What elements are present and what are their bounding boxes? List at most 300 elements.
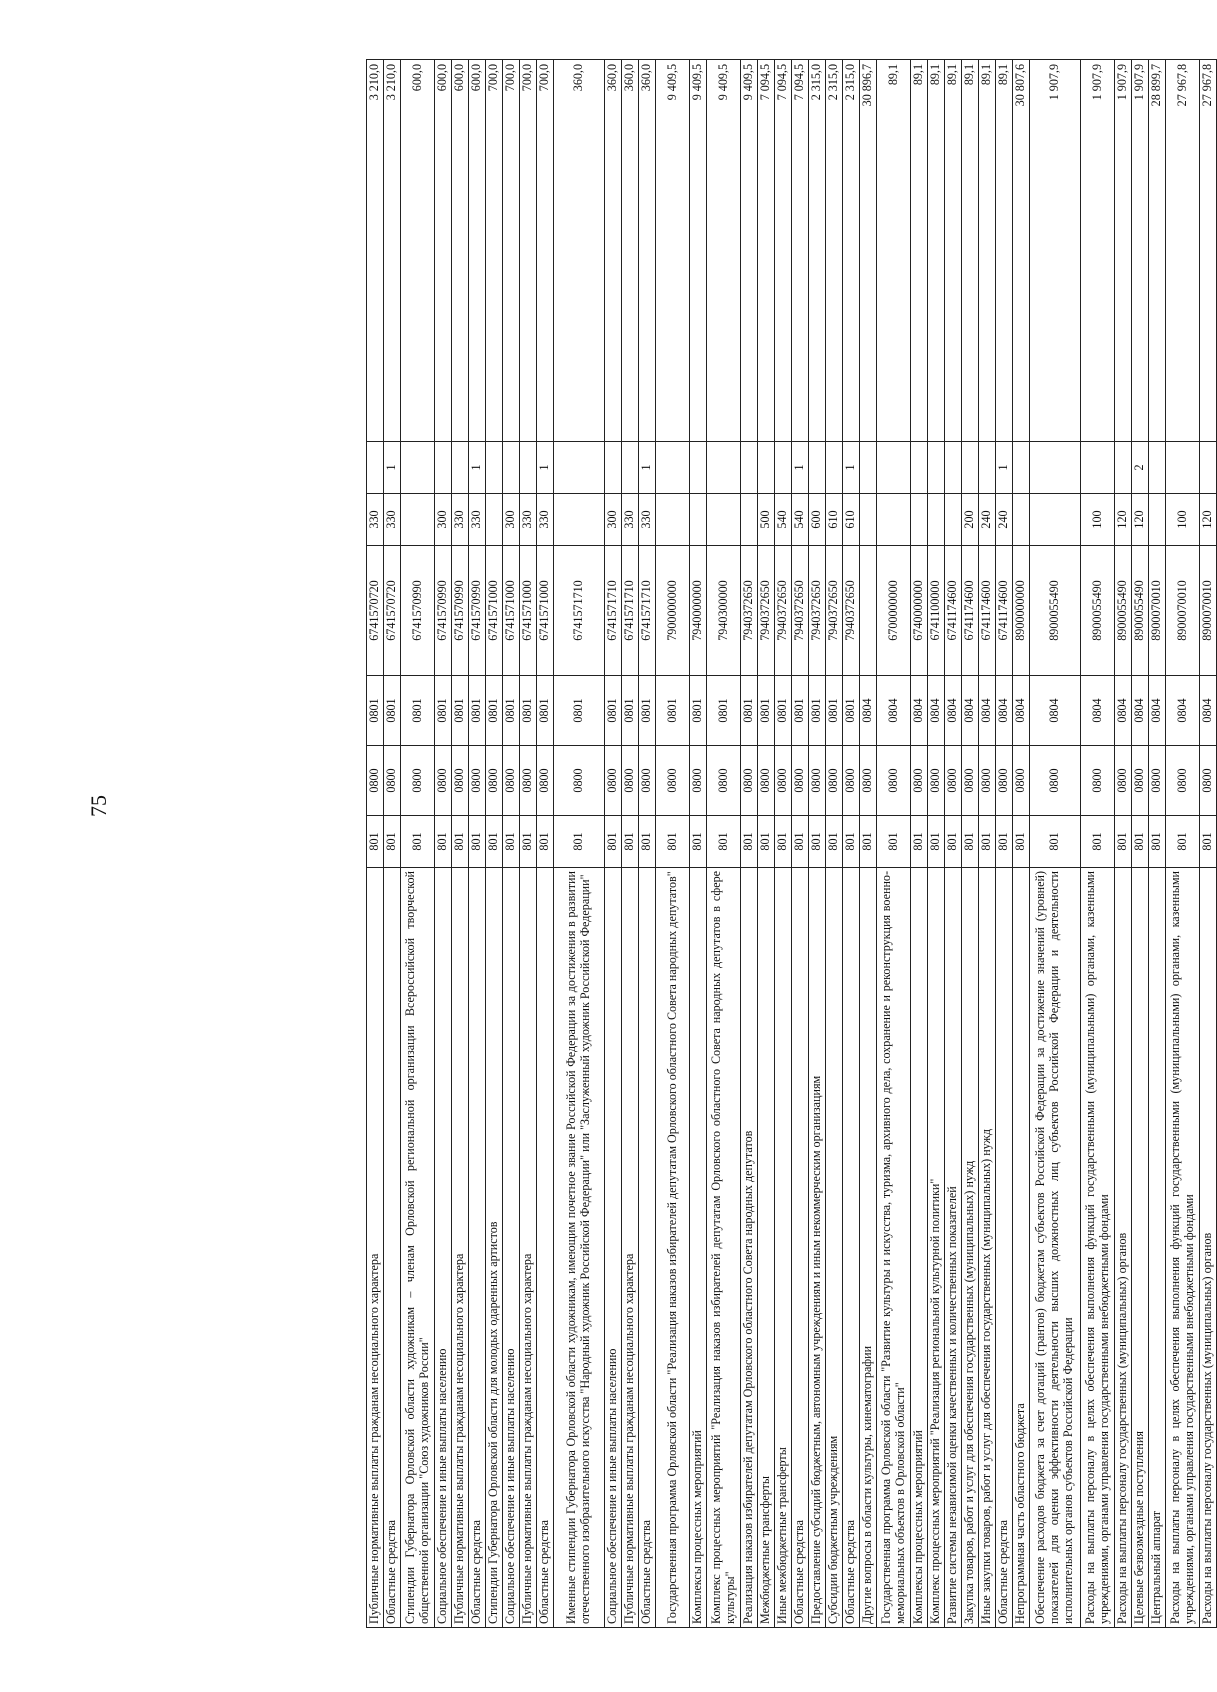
table-row [452,60,469,1628]
cell-ministry: 801 [979,816,996,868]
cell-name: Областные средства [843,868,860,1628]
cell-name: Государственная программа Орловской области "Реализация наказов избирателей депутатам Орловского областного Совета народных депутатов" [656,868,690,1628]
cell-ministry: 801 [1149,816,1166,868]
cell-amount: 30 896,7 [860,60,877,442]
table-row [605,60,622,1628]
cell-expense-type [741,494,758,546]
cell-target-item: 6741174600 [996,546,1013,676]
cell-target-item: 6741571000 [520,546,537,676]
cell-amount: 600,0 [452,60,469,442]
cell-target-item: 6741100000 [928,546,945,676]
cell-code [656,442,690,494]
cell-expense-type: 120 [1132,494,1149,546]
cell-name: Публичные нормативные выплаты гражданам несоциального характера [367,868,384,1628]
cell-subsection: 0801 [554,676,605,746]
table-row [928,60,945,1628]
cell-ministry: 801 [996,816,1013,868]
cell-target-item: 6741570720 [384,546,401,676]
cell-target-item: 6741571710 [639,546,656,676]
cell-code [367,442,384,494]
cell-subsection: 0804 [945,676,962,746]
cell-name: Иные закупки товаров, работ и услуг для обеспечения государственных (муниципальных) нужд [979,868,996,1628]
cell-code [809,442,826,494]
cell-amount: 89,1 [996,60,1013,442]
cell-expense-type: 200 [962,494,979,546]
cell-section: 0800 [877,746,911,816]
cell-target-item: 8900070010 [1166,546,1200,676]
cell-expense-type [945,494,962,546]
cell-expense-type [928,494,945,546]
table-row [979,60,996,1628]
cell-code [554,442,605,494]
cell-ministry: 801 [928,816,945,868]
cell-section: 0800 [741,746,758,816]
cell-section: 0800 [843,746,860,816]
cell-expense-type: 300 [605,494,622,546]
cell-amount: 360,0 [554,60,605,442]
cell-expense-type [707,494,741,546]
cell-section: 0800 [928,746,945,816]
cell-expense-type: 120 [1115,494,1132,546]
table-row [860,60,877,1628]
cell-code [1115,442,1132,494]
cell-section: 0800 [707,746,741,816]
budget-table [366,59,1217,1628]
cell-code [1081,442,1115,494]
cell-code [979,442,996,494]
cell-target-item: 8900055490 [1030,546,1081,676]
cell-section: 0800 [826,746,843,816]
cell-ministry: 801 [384,816,401,868]
cell-expense-type: 100 [1166,494,1200,546]
cell-section: 0800 [520,746,537,816]
cell-expense-type [656,494,690,546]
cell-subsection: 0801 [520,676,537,746]
cell-code: 1 [469,442,486,494]
cell-subsection: 0804 [979,676,996,746]
cell-expense-type: 120 [1200,494,1217,546]
table-row [1013,60,1030,1628]
cell-amount: 28 899,7 [1149,60,1166,442]
cell-code [1200,442,1217,494]
table-row [401,60,435,1628]
cell-name: Социальное обеспечение и иные выплаты населению [435,868,452,1628]
cell-subsection: 0801 [758,676,775,746]
cell-expense-type: 240 [996,494,1013,546]
cell-code [1013,442,1030,494]
cell-section: 0800 [911,746,928,816]
cell-subsection: 0801 [503,676,520,746]
cell-subsection: 0801 [843,676,860,746]
cell-subsection: 0801 [452,676,469,746]
cell-code [435,442,452,494]
cell-section: 0800 [452,746,469,816]
cell-name: Областные средства [537,868,554,1628]
cell-name: Предоставление субсидий бюджетным, автономным учреждениям и иным некоммерческим организациям [809,868,826,1628]
cell-code [503,442,520,494]
cell-target-item: 8900055490 [1081,546,1115,676]
table-row [945,60,962,1628]
table-row [1200,60,1217,1628]
cell-target-item: 6741570990 [401,546,435,676]
cell-target-item: 6741571000 [537,546,554,676]
budget-table-rotated [366,60,1215,1628]
cell-code [741,442,758,494]
table-row [1149,60,1166,1628]
cell-name: Публичные нормативные выплаты гражданам несоциального характера [452,868,469,1628]
cell-target-item: 7940372650 [792,546,809,676]
cell-section: 0800 [605,746,622,816]
cell-target-item: 8900055490 [1115,546,1132,676]
cell-ministry: 801 [945,816,962,868]
table-row [503,60,520,1628]
cell-target-item: 6700000000 [877,546,911,676]
cell-amount: 30 807,6 [1013,60,1030,442]
table-row [622,60,639,1628]
cell-ministry: 801 [962,816,979,868]
cell-subsection: 0801 [690,676,707,746]
cell-code: 1 [639,442,656,494]
table-row [741,60,758,1628]
cell-section: 0800 [945,746,962,816]
cell-subsection: 0801 [384,676,401,746]
cell-target-item: 7940372650 [741,546,758,676]
cell-expense-type [860,494,877,546]
cell-name: Областные средства [639,868,656,1628]
cell-ministry: 801 [826,816,843,868]
table-row [469,60,486,1628]
cell-amount: 9 409,5 [707,60,741,442]
cell-target-item: 6741174600 [945,546,962,676]
cell-expense-type: 330 [639,494,656,546]
cell-code [775,442,792,494]
cell-amount: 360,0 [605,60,622,442]
cell-subsection: 0804 [996,676,1013,746]
cell-name: Областные средства [996,868,1013,1628]
table-row [384,60,401,1628]
cell-name: Стипендии Губернатора Орловской области для молодых одаренных артистов [486,868,503,1628]
cell-subsection: 0801 [537,676,554,746]
cell-code [486,442,503,494]
cell-amount: 9 409,5 [690,60,707,442]
cell-ministry: 801 [503,816,520,868]
cell-target-item: 8900000000 [1013,546,1030,676]
cell-subsection: 0804 [1115,676,1132,746]
cell-code [707,442,741,494]
cell-section: 0800 [435,746,452,816]
cell-expense-type: 300 [435,494,452,546]
cell-amount: 7 094,5 [792,60,809,442]
cell-ministry: 801 [1132,816,1149,868]
cell-amount: 89,1 [962,60,979,442]
cell-expense-type: 540 [792,494,809,546]
cell-section: 0800 [1200,746,1217,816]
cell-code [605,442,622,494]
table-row [826,60,843,1628]
cell-expense-type: 600 [809,494,826,546]
cell-section: 0800 [384,746,401,816]
cell-ministry: 801 [656,816,690,868]
cell-section: 0800 [690,746,707,816]
cell-ministry: 801 [520,816,537,868]
cell-code: 1 [843,442,860,494]
cell-target-item: 6741570990 [452,546,469,676]
cell-ministry: 801 [911,816,928,868]
cell-section: 0800 [962,746,979,816]
cell-expense-type: 330 [520,494,537,546]
cell-expense-type [1013,494,1030,546]
cell-ministry: 801 [622,816,639,868]
cell-subsection: 0801 [809,676,826,746]
cell-amount: 700,0 [537,60,554,442]
cell-amount: 3 210,0 [384,60,401,442]
cell-code [401,442,435,494]
cell-subsection: 0801 [639,676,656,746]
cell-amount: 700,0 [520,60,537,442]
cell-subsection: 0801 [401,676,435,746]
cell-name: Межбюджетные трансферты [758,868,775,1628]
cell-amount: 7 094,5 [758,60,775,442]
cell-target-item: 6741571000 [503,546,520,676]
cell-name: Другие вопросы в области культуры, кинематографии [860,868,877,1628]
cell-subsection: 0804 [928,676,945,746]
cell-target-item: 6741570720 [367,546,384,676]
cell-name: Комплексы процессных мероприятий [690,868,707,1628]
cell-code [758,442,775,494]
cell-target-item: 6741571710 [554,546,605,676]
cell-subsection: 0804 [1013,676,1030,746]
cell-target-item: 7900000000 [656,546,690,676]
cell-subsection: 0804 [1149,676,1166,746]
cell-ministry: 801 [690,816,707,868]
cell-ministry: 801 [452,816,469,868]
cell-name: Публичные нормативные выплаты гражданам несоциального характера [520,868,537,1628]
cell-amount: 360,0 [622,60,639,442]
cell-amount: 360,0 [639,60,656,442]
cell-ministry: 801 [809,816,826,868]
cell-subsection: 0804 [1030,676,1081,746]
cell-code [1166,442,1200,494]
cell-ministry: 801 [435,816,452,868]
cell-ministry: 801 [1200,816,1217,868]
table-row [656,60,690,1628]
cell-ministry: 801 [486,816,503,868]
cell-code [826,442,843,494]
cell-name: Публичные нормативные выплаты гражданам несоциального характера [622,868,639,1628]
cell-subsection: 0801 [775,676,792,746]
table-row [690,60,707,1628]
cell-expense-type: 240 [979,494,996,546]
cell-target-item: 6741174600 [979,546,996,676]
cell-target-item: 6741571710 [622,546,639,676]
cell-expense-type: 330 [452,494,469,546]
cell-expense-type: 330 [469,494,486,546]
cell-target-item: 7940372650 [809,546,826,676]
cell-ministry: 801 [367,816,384,868]
cell-expense-type: 330 [537,494,554,546]
cell-code [690,442,707,494]
cell-section: 0800 [537,746,554,816]
cell-amount: 9 409,5 [741,60,758,442]
cell-target-item: 7940372650 [775,546,792,676]
table-row [792,60,809,1628]
cell-expense-type: 500 [758,494,775,546]
cell-amount: 2 315,0 [809,60,826,442]
cell-amount: 3 210,0 [367,60,384,442]
table-row [1115,60,1132,1628]
table-row [639,60,656,1628]
cell-target-item: 7940372650 [826,546,843,676]
cell-ministry: 801 [639,816,656,868]
cell-expense-type [877,494,911,546]
cell-code [911,442,928,494]
cell-section: 0800 [809,746,826,816]
budget-table-body [367,60,1217,1628]
cell-ministry: 801 [707,816,741,868]
cell-ministry: 801 [554,816,605,868]
cell-section: 0800 [554,746,605,816]
cell-ministry: 801 [877,816,911,868]
cell-amount: 89,1 [877,60,911,442]
cell-code [1149,442,1166,494]
page-number: 75 [86,795,111,817]
cell-section: 0800 [860,746,877,816]
cell-ministry: 801 [860,816,877,868]
cell-subsection: 0804 [1081,676,1115,746]
cell-subsection: 0801 [707,676,741,746]
cell-amount: 27 967,8 [1200,60,1217,442]
cell-code: 1 [384,442,401,494]
cell-amount: 600,0 [435,60,452,442]
cell-name: Областные средства [384,868,401,1628]
cell-ministry: 801 [1115,816,1132,868]
cell-expense-type [554,494,605,546]
cell-name: Государственная программа Орловской области "Развитие культуры и искусства, туризма, архивного дела, сохранение и реконструкция военно-мемориальных объектов в Орловской области" [877,868,911,1628]
cell-target-item: 6741174600 [962,546,979,676]
cell-subsection: 0801 [435,676,452,746]
cell-amount: 1 907,9 [1081,60,1115,442]
table-row [1132,60,1149,1628]
cell-section: 0800 [367,746,384,816]
cell-subsection: 0804 [1200,676,1217,746]
cell-ministry: 801 [775,816,792,868]
cell-target-item: 6741571710 [605,546,622,676]
cell-section: 0800 [1132,746,1149,816]
cell-amount: 2 315,0 [826,60,843,442]
table-row [367,60,384,1628]
cell-name: Расходы на выплаты персоналу государственных (муниципальных) органов [1200,868,1217,1628]
cell-subsection: 0801 [486,676,503,746]
cell-amount: 700,0 [503,60,520,442]
cell-amount: 89,1 [945,60,962,442]
cell-ministry: 801 [1030,816,1081,868]
cell-section: 0800 [979,746,996,816]
cell-code: 1 [996,442,1013,494]
table-row [809,60,826,1628]
table-row [1081,60,1115,1628]
cell-subsection: 0804 [962,676,979,746]
cell-code [452,442,469,494]
cell-section: 0800 [503,746,520,816]
cell-section: 0800 [1166,746,1200,816]
cell-name: Комплексы процессных мероприятий [911,868,928,1628]
cell-expense-type [401,494,435,546]
cell-ministry: 801 [1013,816,1030,868]
cell-code [1030,442,1081,494]
cell-subsection: 0801 [367,676,384,746]
cell-code: 1 [537,442,554,494]
cell-expense-type [1030,494,1081,546]
cell-ministry: 801 [605,816,622,868]
cell-name: Непрограммная часть областного бюджета [1013,868,1030,1628]
cell-target-item: 7940372650 [758,546,775,676]
cell-subsection: 0804 [911,676,928,746]
cell-target-item [860,546,877,676]
table-row [843,60,860,1628]
cell-amount: 7 094,5 [775,60,792,442]
cell-code [860,442,877,494]
cell-section: 0800 [1081,746,1115,816]
table-row [537,60,554,1628]
cell-section: 0800 [401,746,435,816]
cell-section: 0800 [639,746,656,816]
cell-expense-type [911,494,928,546]
cell-code [945,442,962,494]
cell-subsection: 0801 [741,676,758,746]
cell-name: Социальное обеспечение и иные выплаты населению [503,868,520,1628]
cell-expense-type [1149,494,1166,546]
cell-name: Комплекс процессных мероприятий "Реализация наказов избирателей депутатам Орловского областного Совета народных депутатов в сфере культуры" [707,868,741,1628]
cell-target-item: 6741570990 [435,546,452,676]
cell-expense-type: 330 [622,494,639,546]
cell-name: Комплекс процессных мероприятий "Реализация региональной культурной политики" [928,868,945,1628]
cell-amount: 89,1 [979,60,996,442]
cell-subsection: 0804 [877,676,911,746]
cell-subsection: 0801 [469,676,486,746]
cell-ministry: 801 [1166,816,1200,868]
cell-expense-type [486,494,503,546]
cell-subsection: 0804 [1132,676,1149,746]
table-row [707,60,741,1628]
cell-name: Областные средства [469,868,486,1628]
cell-name: Центральный аппарат [1149,868,1166,1628]
cell-section: 0800 [1013,746,1030,816]
cell-amount: 89,1 [911,60,928,442]
cell-code [877,442,911,494]
cell-target-item: 8900055490 [1132,546,1149,676]
cell-amount: 2 315,0 [843,60,860,442]
cell-amount: 9 409,5 [656,60,690,442]
cell-name: Целевые безвозмездные поступления [1132,868,1149,1628]
table-row [962,60,979,1628]
cell-expense-type: 330 [367,494,384,546]
cell-target-item: 7940000000 [690,546,707,676]
cell-amount: 1 907,9 [1132,60,1149,442]
cell-section: 0800 [622,746,639,816]
cell-ministry: 801 [401,816,435,868]
cell-name: Субсидии бюджетным учреждениям [826,868,843,1628]
cell-code [520,442,537,494]
cell-amount: 1 907,9 [1030,60,1081,442]
cell-section: 0800 [775,746,792,816]
cell-ministry: 801 [792,816,809,868]
cell-section: 0800 [996,746,1013,816]
cell-expense-type [690,494,707,546]
cell-name: Реализация наказов избирателей депутатам Орловского областного Совета народных депутатов [741,868,758,1628]
cell-target-item: 8900070010 [1200,546,1217,676]
cell-code [622,442,639,494]
table-row [1166,60,1200,1628]
